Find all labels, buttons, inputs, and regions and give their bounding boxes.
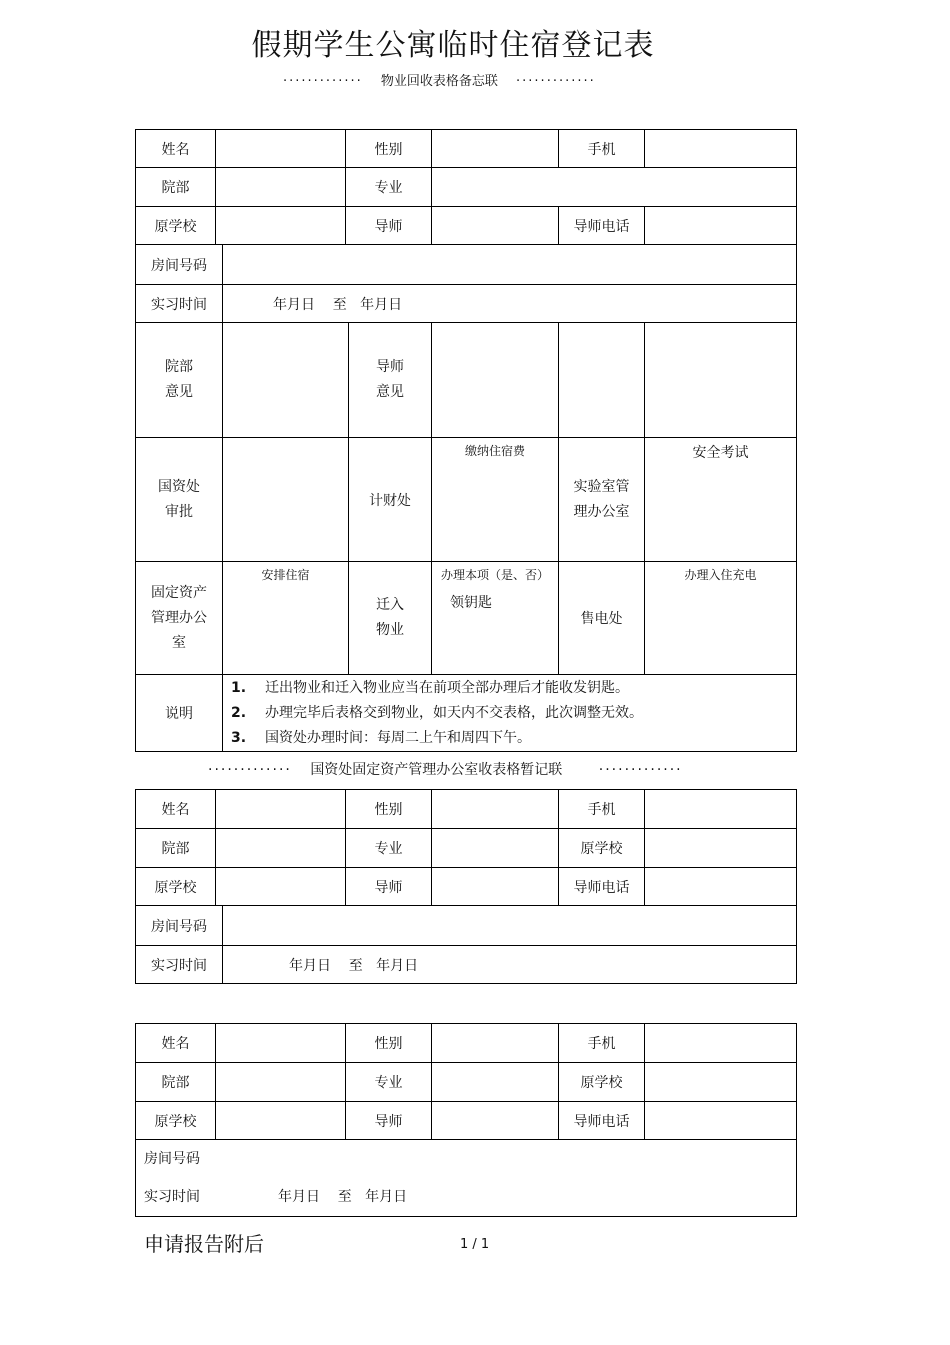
stub2-divider-label: 国资处固定资产管理办公室收表格暂记联 — [310, 762, 563, 778]
power-checkin-label: 办理入住充电 — [684, 568, 757, 582]
cell-power-checkin[interactable] — [645, 562, 797, 675]
note-text: 办理完毕后表格交到物业，如天内不交表格，此次调整无效。 — [265, 704, 643, 721]
input-major[interactable] — [432, 829, 559, 868]
label-tutor-phone: 导师电话 — [559, 1102, 645, 1140]
label-period: 实习时间 — [144, 1189, 200, 1205]
input-phone[interactable] — [645, 790, 797, 829]
input-major[interactable] — [432, 168, 797, 207]
label-orig-school: 原学校 — [559, 1063, 645, 1102]
divider-dots-right: ············· — [516, 74, 596, 89]
label-major: 专业 — [346, 1063, 432, 1102]
room-period-block[interactable] — [136, 1140, 797, 1217]
note-item — [231, 676, 796, 701]
note-number: 1. — [231, 679, 247, 696]
input-school[interactable] — [216, 1102, 346, 1140]
input-orig-school[interactable] — [645, 1063, 797, 1102]
label-major: 专业 — [346, 829, 432, 868]
label-finance: 计财处 — [349, 438, 432, 562]
cell-safety-exam[interactable] — [645, 438, 797, 562]
label-name: 姓名 — [136, 1024, 216, 1063]
input-tutor-phone[interactable] — [645, 207, 797, 245]
input-gender[interactable] — [432, 790, 559, 829]
input-tutor[interactable] — [432, 207, 559, 245]
label-tutor: 导师 — [346, 1102, 432, 1140]
page-number: 1 / 1 — [460, 1237, 490, 1252]
dept-opinion-line2: 意见 — [165, 384, 193, 400]
input-tutor[interactable] — [432, 868, 559, 906]
input-assets-office[interactable] — [223, 438, 349, 562]
blank-cell[interactable] — [645, 323, 797, 438]
input-gender[interactable] — [432, 130, 559, 168]
stub2-divider — [208, 759, 683, 779]
input-period[interactable]: 年月日 至 年月日 — [223, 285, 797, 323]
label-fixed-assets — [136, 562, 223, 675]
label-period: 实习时间 — [136, 285, 223, 323]
stub2-table — [135, 789, 797, 984]
label-dept-opinion — [136, 323, 223, 438]
label-gender: 性别 — [346, 130, 432, 168]
footer-note: 申请报告附后 — [144, 1232, 264, 1256]
input-school[interactable] — [216, 868, 346, 906]
form-title: 假期学生公寓临时住宿登记表 — [251, 28, 655, 63]
input-school[interactable] — [216, 207, 346, 245]
cell-this-item[interactable] — [432, 562, 559, 675]
input-period[interactable]: 年月日 至 年月日 — [223, 946, 797, 984]
safety-exam-label: 安全考试 — [692, 445, 749, 461]
label-orig-school: 原学校 — [559, 829, 645, 868]
label-tutor: 导师 — [346, 868, 432, 906]
lab-office-line1: 实验室管 — [573, 478, 630, 495]
input-period[interactable]: 年月日 至 年月日 — [278, 1189, 408, 1205]
input-tutor[interactable] — [432, 1102, 559, 1140]
input-phone[interactable] — [645, 130, 797, 168]
arrange-label: 安排住宿 — [261, 568, 310, 582]
label-gender: 性别 — [346, 1024, 432, 1063]
stub1-divider-label: 物业回收表格备忘联 — [380, 74, 498, 89]
move-in-line2: 物业 — [376, 622, 404, 638]
fixed-assets-line1: 固定资产 — [151, 584, 207, 601]
cell-arrange[interactable] — [223, 562, 349, 675]
label-room: 房间号码 — [144, 1151, 200, 1167]
input-dept-opinion[interactable] — [223, 323, 349, 438]
label-tutor-phone: 导师电话 — [559, 207, 645, 245]
label-lab-office — [559, 438, 645, 562]
label-phone: 手机 — [559, 130, 645, 168]
label-assets-office — [136, 438, 223, 562]
dept-opinion-line1: 院部 — [165, 359, 193, 375]
label-name: 姓名 — [136, 130, 216, 168]
input-phone[interactable] — [645, 1024, 797, 1063]
input-room[interactable] — [223, 245, 797, 285]
label-room: 房间号码 — [136, 906, 223, 946]
label-school: 原学校 — [136, 207, 216, 245]
divider-dots-left: ············· — [283, 74, 363, 89]
lab-office-line2: 理办公室 — [573, 503, 630, 520]
note-item — [231, 701, 796, 726]
input-tutor-opinion[interactable] — [432, 323, 559, 438]
label-school: 原学校 — [136, 1102, 216, 1140]
note-item — [231, 726, 796, 751]
label-gender: 性别 — [346, 790, 432, 829]
label-tutor-phone: 导师电话 — [559, 868, 645, 906]
input-name[interactable] — [216, 130, 346, 168]
label-power-office: 售电处 — [559, 562, 645, 675]
period-line — [144, 1178, 796, 1216]
blank-cell[interactable] — [559, 323, 645, 438]
label-tutor-opinion — [349, 323, 432, 438]
note-number: 3. — [231, 729, 247, 746]
input-tutor-phone[interactable] — [645, 868, 797, 906]
input-tutor-phone[interactable] — [645, 1102, 797, 1140]
pay-fee-label: 缴纳住宿费 — [464, 444, 525, 458]
input-dept[interactable] — [216, 829, 346, 868]
stub3-table — [135, 1023, 797, 1217]
label-tutor: 导师 — [346, 207, 432, 245]
fixed-assets-line2: 管理办公 — [151, 609, 207, 626]
label-phone: 手机 — [559, 1024, 645, 1063]
assets-office-line1: 国资处 — [158, 478, 200, 495]
move-in-line1: 迁入 — [376, 597, 404, 613]
input-dept[interactable] — [216, 168, 346, 207]
note-text: 迁出物业和迁入物业应当在前项全部办理后才能收发钥匙。 — [265, 679, 629, 696]
this-item-label: 办理本项（是、否） — [440, 568, 549, 582]
input-gender[interactable] — [432, 1024, 559, 1063]
divider-dots-right: ············· — [598, 762, 683, 778]
stub1-divider — [283, 70, 596, 89]
input-major[interactable] — [432, 1063, 559, 1102]
get-key-label: 领钥匙 — [450, 595, 492, 611]
label-room: 房间号码 — [136, 245, 223, 285]
tutor-opinion-line2: 意见 — [376, 384, 404, 400]
input-name[interactable] — [216, 790, 346, 829]
label-dept: 院部 — [136, 1063, 216, 1102]
label-dept: 院部 — [136, 168, 216, 207]
input-room[interactable] — [223, 906, 797, 946]
note-number: 2. — [231, 704, 247, 721]
label-major: 专业 — [346, 168, 432, 207]
label-move-in — [349, 562, 432, 675]
input-name[interactable] — [216, 1024, 346, 1063]
label-dept: 院部 — [136, 829, 216, 868]
input-dept[interactable] — [216, 1063, 346, 1102]
label-phone: 手机 — [559, 790, 645, 829]
stub1-table — [135, 129, 797, 752]
assets-office-line2: 审批 — [165, 503, 193, 520]
note-text: 国资处办理时间：每周二上午和周四下午。 — [265, 729, 531, 746]
tutor-opinion-line1: 导师 — [376, 359, 404, 375]
label-notes: 说明 — [136, 675, 223, 752]
input-orig-school[interactable] — [645, 829, 797, 868]
notes-list — [223, 675, 797, 752]
divider-dots-left: ············· — [208, 762, 292, 778]
label-name: 姓名 — [136, 790, 216, 829]
fixed-assets-line3: 室 — [172, 634, 186, 651]
cell-pay-fee[interactable] — [432, 438, 559, 562]
label-school: 原学校 — [136, 868, 216, 906]
label-period: 实习时间 — [136, 946, 223, 984]
